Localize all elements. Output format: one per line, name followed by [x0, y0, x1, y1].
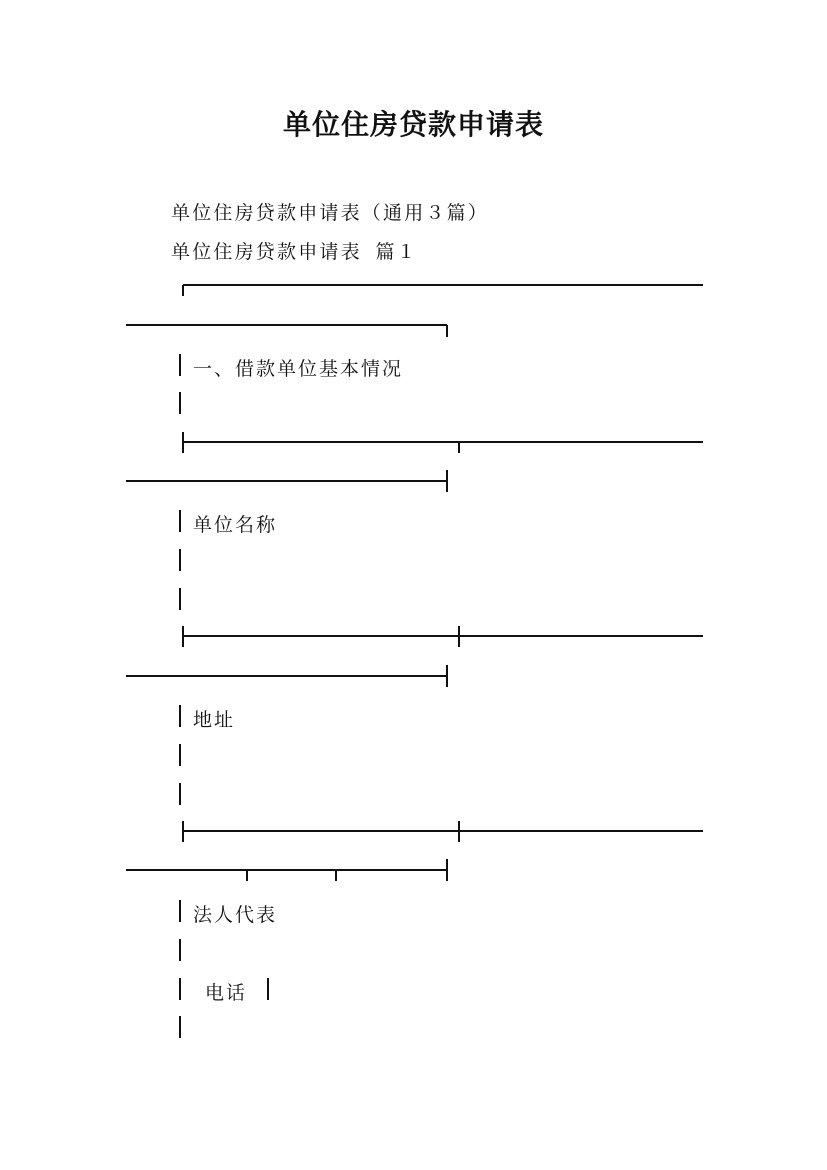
address-label: 地址 — [193, 709, 236, 731]
legal-representative-label: 法人代表 — [193, 904, 278, 926]
document-subtitle: 单位住房贷款申请表（通用３篇） — [171, 202, 490, 224]
page-title: 单位住房贷款申请表 — [282, 108, 544, 141]
unit-name-label: 单位名称 — [193, 514, 278, 536]
section-one-heading: 一、借款单位基本情况 — [193, 358, 404, 380]
section-heading: 单位住房贷款申请表 篇１ — [171, 241, 418, 263]
phone-label: 电话 — [205, 982, 248, 1004]
